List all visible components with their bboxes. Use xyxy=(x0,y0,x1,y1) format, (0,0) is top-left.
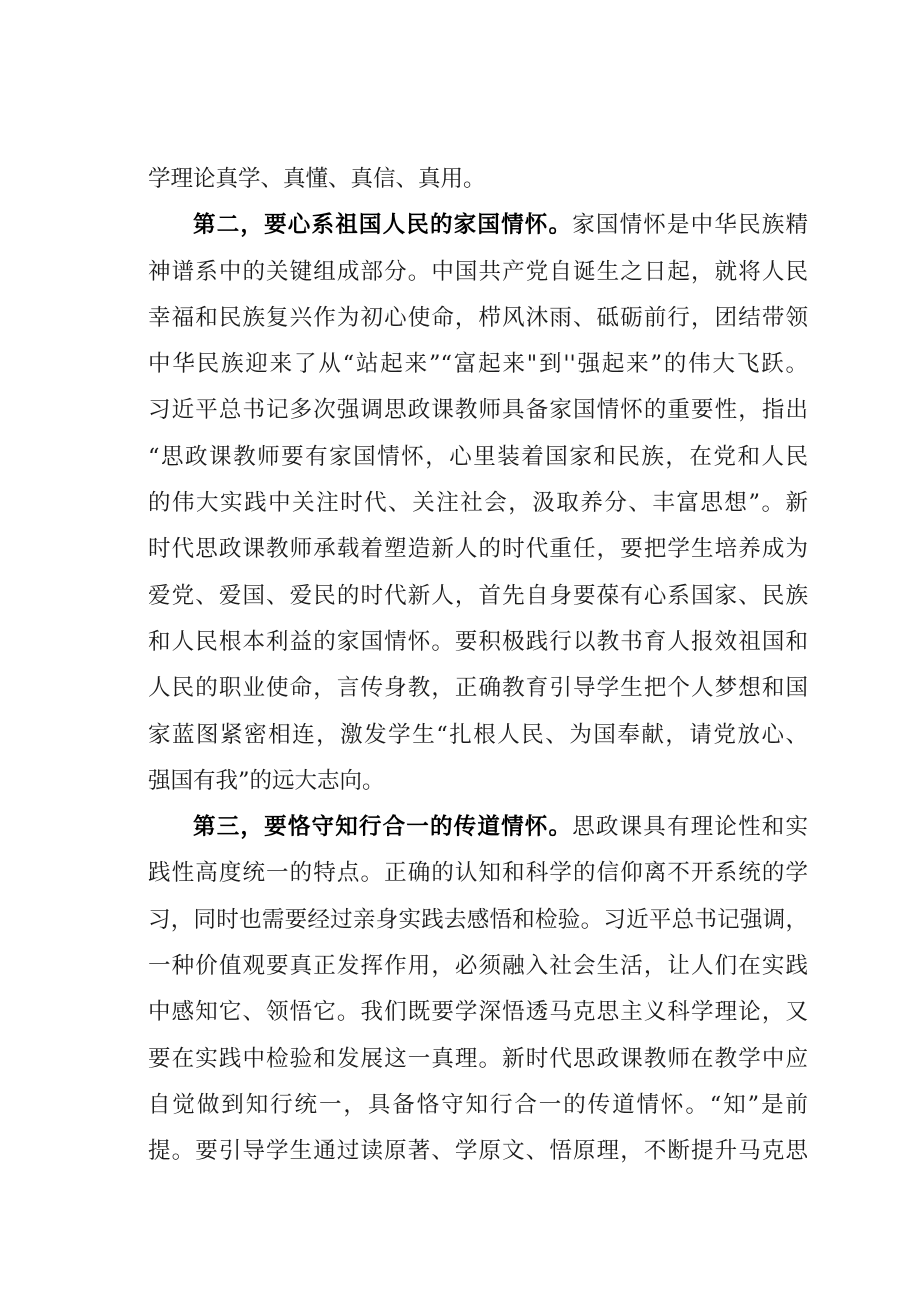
text-line: 幸福和民族复兴作为初心使命，栉风沐雨、砥砺前行，团结带领 xyxy=(148,304,808,331)
text-line-rest: 思政课具有理论性和实 xyxy=(572,814,808,841)
text-line: 践性高度统一的特点。正确的认知和科学的信仰离不开系统的学 xyxy=(148,860,808,887)
text-line xyxy=(148,804,808,850)
text-line: 中华民族迎来了从“站起来”“富起来"到''强起来”的伟大飞跃。 xyxy=(148,351,808,378)
text-line: 学理论真学、真懂、真信、真用。 xyxy=(148,166,486,192)
paragraph-heading: 第二，要心系祖国人民的家国情怀。 xyxy=(193,212,573,239)
text-line: 和人民根本利益的家国情怀。要积极践行以教书育人报效祖国和 xyxy=(148,628,808,655)
text-line: 习，同时也需要经过亲身实践去感悟和检验。习近平总书记强调， xyxy=(148,906,808,933)
text-line: “思政课教师要有家国情怀，心里装着国家和民族，在党和人民 xyxy=(148,443,808,470)
text-line: 习近平总书记多次强调思政课教师具备家国情怀的重要性，指出 xyxy=(148,397,808,424)
text-line: 中感知它、领悟它。我们既要学深悟透马克思主义科学理论，又 xyxy=(148,999,808,1026)
text-line: 爱党、爱国、爱民的时代新人，首先自身要葆有心系国家、民族 xyxy=(148,582,808,609)
text-line: 强国有我”的远大志向。 xyxy=(148,767,385,794)
text-line: 要在实践中检验和发展这一真理。新时代思政课教师在教学中应 xyxy=(148,1045,808,1072)
text-line: 家蓝图紧密相连，激发学生“扎根人民、为国奉献，请党放心、 xyxy=(148,721,808,748)
paragraph-continuation xyxy=(148,156,808,202)
text-line-rest: 家国情怀是中华民族精 xyxy=(572,212,808,239)
text-line xyxy=(148,202,808,248)
text-line: 神谱系中的关键组成部分。中国共产党自诞生之日起，就将人民 xyxy=(148,258,808,285)
paragraph-patriotism xyxy=(148,202,808,804)
text-line: 的伟大实践中关注时代、关注社会，汲取养分、丰富思想”。新 xyxy=(148,490,808,517)
text-line: 一种价值观要真正发挥作用，必须融入社会生活，让人们在实践 xyxy=(148,953,808,980)
document-body xyxy=(148,156,808,1175)
text-line: 人民的职业使命，言传身教，正确教育引导学生把个人梦想和国 xyxy=(148,675,808,702)
paragraph-heading: 第三，要恪守知行合一的传道情怀。 xyxy=(193,814,573,841)
text-line: 自觉做到知行统一，具备恪守知行合一的传道情怀。“知”是前 xyxy=(148,1091,808,1118)
text-line: 提。要引导学生通过读原著、学原文、悟原理，不断提升马克思 xyxy=(148,1138,808,1165)
text-line: 时代思政课教师承载着塑造新人的时代重任，要把学生培养成为 xyxy=(148,536,808,563)
paragraph-unity-of-knowledge-action xyxy=(148,804,808,1174)
